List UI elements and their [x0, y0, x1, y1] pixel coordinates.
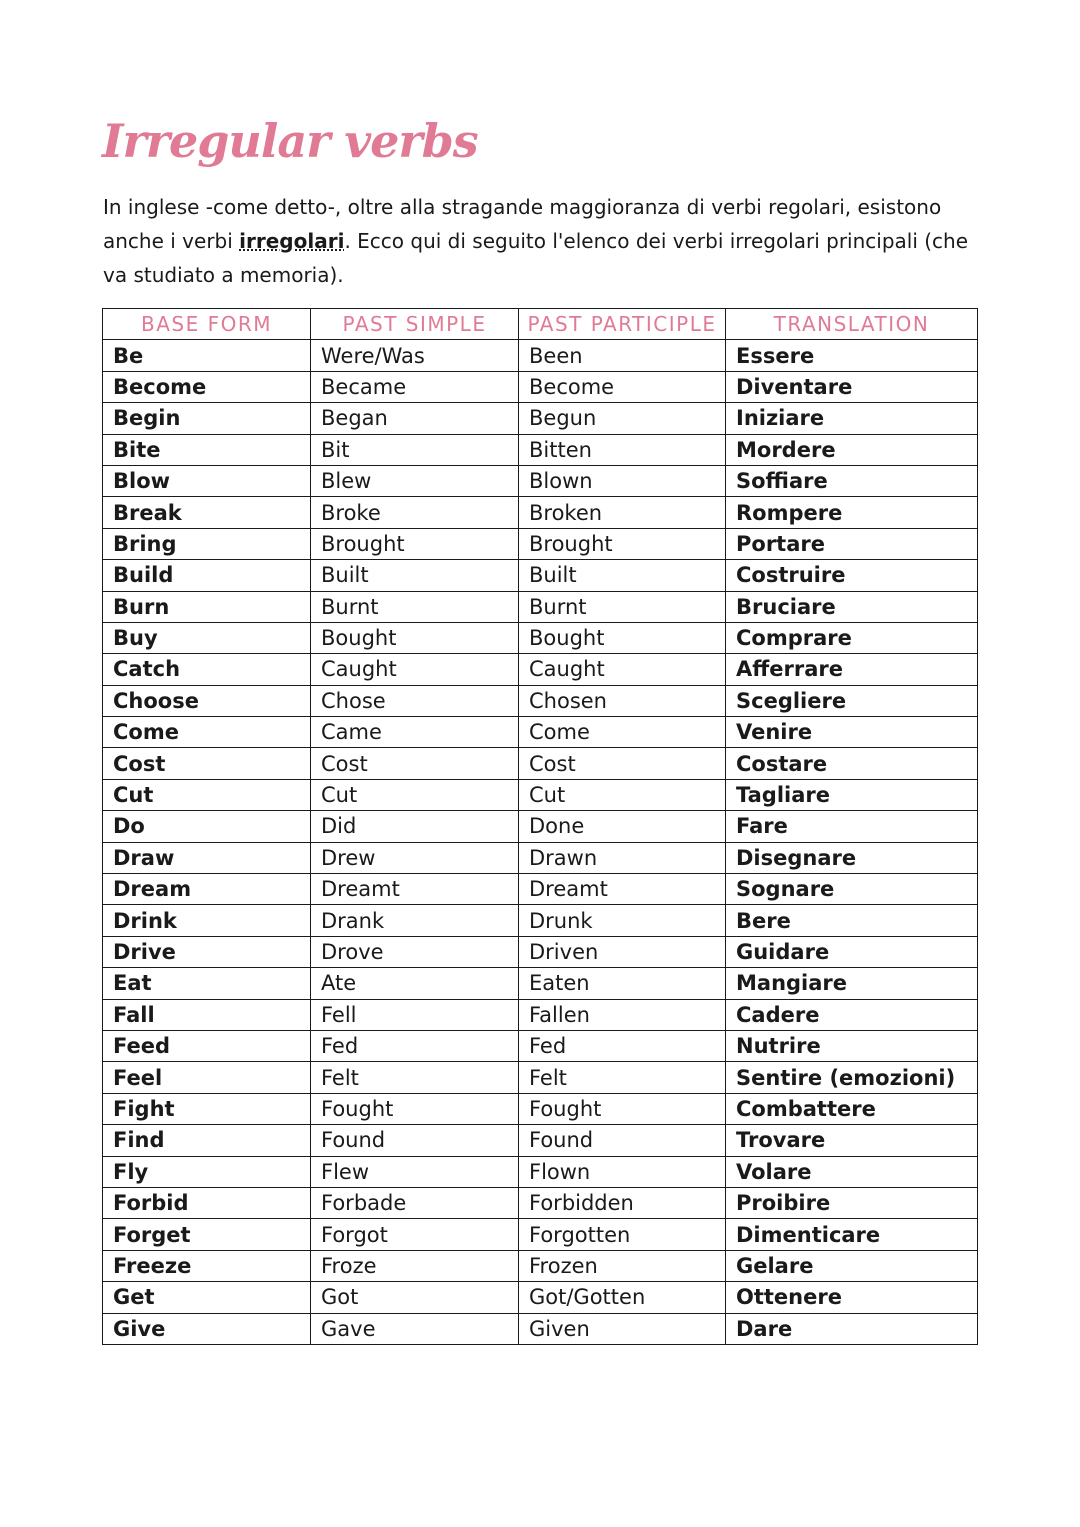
translation-cell: Rompere	[726, 497, 978, 528]
past-participle-cell: Drunk	[519, 905, 726, 936]
past-simple-cell: Found	[311, 1125, 519, 1156]
table-row	[103, 968, 978, 999]
past-participle-cell: Flown	[519, 1156, 726, 1187]
translation-cell: Diventare	[726, 371, 978, 402]
table-row	[103, 403, 978, 434]
past-participle-cell: Chosen	[519, 685, 726, 716]
past-participle-cell: Cut	[519, 779, 726, 810]
header-base-form: BASE FORM	[103, 309, 311, 340]
table-row	[103, 1125, 978, 1156]
translation-cell: Dare	[726, 1313, 978, 1344]
translation-cell: Gelare	[726, 1250, 978, 1281]
base-form-cell: Bite	[103, 434, 311, 465]
table-row	[103, 340, 978, 371]
table-row	[103, 842, 978, 873]
header-past-participle: PAST PARTICIPLE	[519, 309, 726, 340]
past-participle-cell: Frozen	[519, 1250, 726, 1281]
base-form-cell: Burn	[103, 591, 311, 622]
past-simple-cell: Forgot	[311, 1219, 519, 1250]
table-row	[103, 999, 978, 1030]
past-participle-cell: Done	[519, 811, 726, 842]
base-form-cell: Come	[103, 717, 311, 748]
past-simple-cell: Cost	[311, 748, 519, 779]
past-participle-cell: Begun	[519, 403, 726, 434]
table-row	[103, 465, 978, 496]
past-simple-cell: Chose	[311, 685, 519, 716]
past-simple-cell: Bit	[311, 434, 519, 465]
past-participle-cell: Felt	[519, 1062, 726, 1093]
past-simple-cell: Forbade	[311, 1187, 519, 1218]
table-row	[103, 434, 978, 465]
table-row	[103, 779, 978, 810]
past-simple-cell: Broke	[311, 497, 519, 528]
translation-cell: Comprare	[726, 622, 978, 653]
base-form-cell: Freeze	[103, 1250, 311, 1281]
past-simple-cell: Brought	[311, 528, 519, 559]
intro-highlight: irregolari	[239, 229, 345, 253]
translation-cell: Cadere	[726, 999, 978, 1030]
intro-paragraph	[103, 190, 983, 292]
table-row	[103, 591, 978, 622]
translation-cell: Tagliare	[726, 779, 978, 810]
table-row	[103, 717, 978, 748]
past-simple-cell: Built	[311, 560, 519, 591]
past-simple-cell: Began	[311, 403, 519, 434]
past-simple-cell: Froze	[311, 1250, 519, 1281]
table-row	[103, 1093, 978, 1124]
past-participle-cell: Burnt	[519, 591, 726, 622]
table-row	[103, 622, 978, 653]
base-form-cell: Feel	[103, 1062, 311, 1093]
past-simple-cell: Burnt	[311, 591, 519, 622]
base-form-cell: Eat	[103, 968, 311, 999]
base-form-cell: Fly	[103, 1156, 311, 1187]
table-header-row	[103, 309, 978, 340]
table-row	[103, 1250, 978, 1281]
translation-cell: Mangiare	[726, 968, 978, 999]
intro-text-part2: . Ecco qui di seguito l'elenco dei verbi irregolari principali (che va studiato a memoria).	[103, 229, 969, 287]
past-participle-cell: Fed	[519, 1030, 726, 1061]
past-participle-cell: Broken	[519, 497, 726, 528]
past-participle-cell: Got/Gotten	[519, 1282, 726, 1313]
translation-cell: Afferrare	[726, 654, 978, 685]
table-row	[103, 497, 978, 528]
past-participle-cell: Fallen	[519, 999, 726, 1030]
past-simple-cell: Became	[311, 371, 519, 402]
past-simple-cell: Ate	[311, 968, 519, 999]
past-participle-cell: Cost	[519, 748, 726, 779]
past-simple-cell: Flew	[311, 1156, 519, 1187]
base-form-cell: Fight	[103, 1093, 311, 1124]
past-simple-cell: Blew	[311, 465, 519, 496]
past-participle-cell: Fought	[519, 1093, 726, 1124]
translation-cell: Bruciare	[726, 591, 978, 622]
base-form-cell: Drive	[103, 936, 311, 967]
past-simple-cell: Felt	[311, 1062, 519, 1093]
translation-cell: Portare	[726, 528, 978, 559]
past-simple-cell: Bought	[311, 622, 519, 653]
table-row	[103, 811, 978, 842]
translation-cell: Venire	[726, 717, 978, 748]
translation-cell: Proibire	[726, 1187, 978, 1218]
translation-cell: Scegliere	[726, 685, 978, 716]
past-participle-cell: Driven	[519, 936, 726, 967]
header-past-simple: PAST SIMPLE	[311, 309, 519, 340]
table-row	[103, 1156, 978, 1187]
table-row	[103, 1030, 978, 1061]
translation-cell: Dimenticare	[726, 1219, 978, 1250]
base-form-cell: Choose	[103, 685, 311, 716]
past-simple-cell: Cut	[311, 779, 519, 810]
base-form-cell: Build	[103, 560, 311, 591]
translation-cell: Combattere	[726, 1093, 978, 1124]
table-row	[103, 654, 978, 685]
table-row	[103, 1219, 978, 1250]
table-row	[103, 874, 978, 905]
past-participle-cell: Brought	[519, 528, 726, 559]
base-form-cell: Break	[103, 497, 311, 528]
past-participle-cell: Forbidden	[519, 1187, 726, 1218]
past-participle-cell: Found	[519, 1125, 726, 1156]
base-form-cell: Catch	[103, 654, 311, 685]
table-body	[103, 340, 978, 1345]
table-row	[103, 528, 978, 559]
base-form-cell: Bring	[103, 528, 311, 559]
base-form-cell: Get	[103, 1282, 311, 1313]
past-simple-cell: Caught	[311, 654, 519, 685]
past-simple-cell: Fell	[311, 999, 519, 1030]
page-title: Irregular verbs	[102, 114, 478, 168]
past-simple-cell: Drew	[311, 842, 519, 873]
table-row	[103, 1313, 978, 1344]
table-row	[103, 560, 978, 591]
base-form-cell: Feed	[103, 1030, 311, 1061]
base-form-cell: Blow	[103, 465, 311, 496]
base-form-cell: Drink	[103, 905, 311, 936]
translation-cell: Trovare	[726, 1125, 978, 1156]
translation-cell: Guidare	[726, 936, 978, 967]
translation-cell: Disegnare	[726, 842, 978, 873]
translation-cell: Costruire	[726, 560, 978, 591]
past-simple-cell: Fed	[311, 1030, 519, 1061]
past-participle-cell: Forgotten	[519, 1219, 726, 1250]
translation-cell: Iniziare	[726, 403, 978, 434]
past-participle-cell: Built	[519, 560, 726, 591]
past-participle-cell: Caught	[519, 654, 726, 685]
translation-cell: Fare	[726, 811, 978, 842]
table-row	[103, 371, 978, 402]
past-participle-cell: Become	[519, 371, 726, 402]
base-form-cell: Become	[103, 371, 311, 402]
base-form-cell: Cut	[103, 779, 311, 810]
translation-cell: Costare	[726, 748, 978, 779]
table-row	[103, 1187, 978, 1218]
past-participle-cell: Dreamt	[519, 874, 726, 905]
base-form-cell: Give	[103, 1313, 311, 1344]
base-form-cell: Draw	[103, 842, 311, 873]
translation-cell: Bere	[726, 905, 978, 936]
translation-cell: Mordere	[726, 434, 978, 465]
past-participle-cell: Come	[519, 717, 726, 748]
translation-cell: Sognare	[726, 874, 978, 905]
table-row	[103, 936, 978, 967]
past-simple-cell: Got	[311, 1282, 519, 1313]
base-form-cell: Begin	[103, 403, 311, 434]
table-row	[103, 905, 978, 936]
translation-cell: Essere	[726, 340, 978, 371]
past-participle-cell: Blown	[519, 465, 726, 496]
base-form-cell: Forget	[103, 1219, 311, 1250]
base-form-cell: Cost	[103, 748, 311, 779]
past-participle-cell: Been	[519, 340, 726, 371]
table-row	[103, 1062, 978, 1093]
past-participle-cell: Eaten	[519, 968, 726, 999]
past-simple-cell: Were/Was	[311, 340, 519, 371]
translation-cell: Nutrire	[726, 1030, 978, 1061]
past-participle-cell: Drawn	[519, 842, 726, 873]
past-simple-cell: Gave	[311, 1313, 519, 1344]
past-simple-cell: Dreamt	[311, 874, 519, 905]
past-simple-cell: Came	[311, 717, 519, 748]
base-form-cell: Find	[103, 1125, 311, 1156]
table-row	[103, 685, 978, 716]
translation-cell: Soffiare	[726, 465, 978, 496]
past-participle-cell: Bought	[519, 622, 726, 653]
past-simple-cell: Drank	[311, 905, 519, 936]
base-form-cell: Buy	[103, 622, 311, 653]
table-row	[103, 1282, 978, 1313]
header-translation: TRANSLATION	[726, 309, 978, 340]
base-form-cell: Fall	[103, 999, 311, 1030]
past-participle-cell: Given	[519, 1313, 726, 1344]
translation-cell: Sentire (emozioni)	[726, 1062, 978, 1093]
base-form-cell: Forbid	[103, 1187, 311, 1218]
translation-cell: Ottenere	[726, 1282, 978, 1313]
intro-text-part1: In inglese -come detto-, oltre alla stragande maggioranza di verbi regolari, esistono anche i verbi	[103, 195, 942, 253]
past-simple-cell: Did	[311, 811, 519, 842]
irregular-verbs-table	[102, 308, 978, 1345]
translation-cell: Volare	[726, 1156, 978, 1187]
table-row	[103, 748, 978, 779]
base-form-cell: Be	[103, 340, 311, 371]
past-simple-cell: Fought	[311, 1093, 519, 1124]
past-simple-cell: Drove	[311, 936, 519, 967]
past-participle-cell: Bitten	[519, 434, 726, 465]
base-form-cell: Do	[103, 811, 311, 842]
base-form-cell: Dream	[103, 874, 311, 905]
